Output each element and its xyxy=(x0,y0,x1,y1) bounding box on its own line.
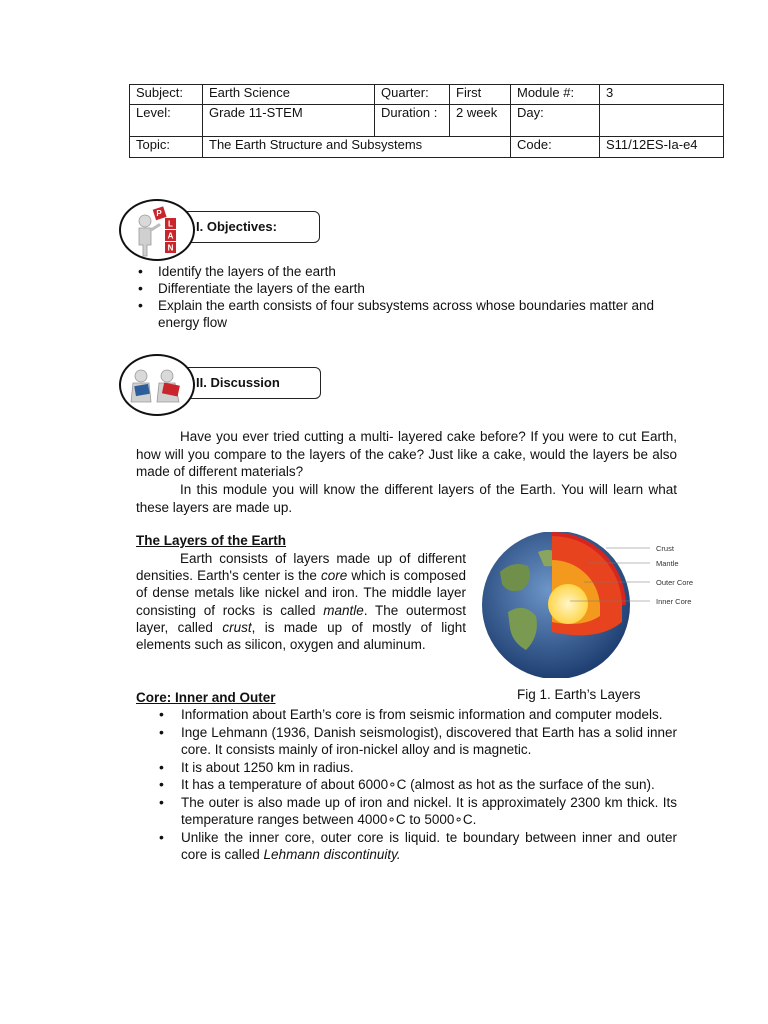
list-item: • It is about 1250 km in radius. xyxy=(159,759,677,777)
plan-letter-n: N xyxy=(167,243,174,253)
objectives-heading: I. Objectives: xyxy=(165,211,320,243)
list-item: • Identify the layers of the earth xyxy=(136,263,656,280)
code-value: S11/12ES-Ia-e4 xyxy=(600,137,724,158)
code-label: Code: xyxy=(511,137,600,158)
module-value: 3 xyxy=(600,85,724,105)
list-item: • The outer is also made up of iron and nickel. It is approximately 2300 km thick. Its temperature ranges between 4000∘C to 5000∘C. xyxy=(159,794,677,829)
subject-label: Subject: xyxy=(130,85,203,105)
duration-value: 2 week xyxy=(450,105,511,137)
day-value xyxy=(600,105,724,137)
topic-label: Topic: xyxy=(130,137,203,158)
outer-core-label: Outer Core xyxy=(656,578,694,587)
discussion-heading: II. Discussion xyxy=(165,367,321,399)
mantle-label: Mantle xyxy=(656,559,679,568)
level-value: Grade 11-STEM xyxy=(203,105,375,137)
list-item: • Explain the earth consists of four subsystems across whose boundaries matter and energy flow xyxy=(136,297,656,331)
earth-layers-figure xyxy=(478,532,722,678)
crust-label: Crust xyxy=(656,544,674,553)
core-heading: Core: Inner and Outer xyxy=(136,690,276,705)
level-label: Level: xyxy=(130,105,203,137)
list-item: • Inge Lehmann (1936, Danish seismologist), discovered that Earth has a solid inner core. It consists mainly of iron-nickel alloy and is magnetic. xyxy=(159,724,677,759)
plan-letter-a: A xyxy=(167,231,174,241)
plan-letter-p: P xyxy=(156,209,162,218)
list-item: • It has a temperature of about 6000∘C (almost as hot as the surface of the sun). xyxy=(159,776,677,794)
discussion-paragraph-2: In this module you will know the different layers of the Earth. You will learn what these layers are made up. xyxy=(136,482,677,515)
figure-caption: Fig 1. Earth’s Layers xyxy=(517,687,641,702)
quarter-value: First xyxy=(450,85,511,105)
discussion-paragraph-1: Have you ever tried cutting a multi- layered cake before? If you were to cut Earth, how will you compare to the layers of the cake? Just like a cake, would the layers be also made of different materials? xyxy=(136,429,677,479)
quarter-label: Quarter: xyxy=(375,85,450,105)
list-item: • Information about Earth’s core is from seismic information and computer models. xyxy=(159,706,677,724)
layers-paragraph: Earth consists of layers made up of different densities. Earth's center is the core which is composed of dense metals like nickel and iron. The middle layer consisting of rocks is called mantle. The outermost layer, called crust, is made up of mostly of light elements such as silicon, oxygen and aluminum. xyxy=(136,551,467,653)
list-item: • Unlike the inner core, outer core is liquid. te boundary between inner and outer core is called Lehmann discontinuity. xyxy=(159,829,677,864)
duration-label: Duration : xyxy=(375,105,450,137)
inner-core-label: Inner Core xyxy=(656,597,692,606)
module-label: Module #: xyxy=(511,85,600,105)
day-label: Day: xyxy=(511,105,600,137)
reading-figures-icon xyxy=(119,354,195,416)
list-item: • Differentiate the layers of the earth xyxy=(136,280,656,297)
objectives-list xyxy=(136,263,656,331)
topic-value: The Earth Structure and Subsystems xyxy=(203,137,511,158)
plan-letter-l: L xyxy=(168,219,173,229)
module-info-table xyxy=(129,84,724,158)
core-list xyxy=(159,706,677,864)
plan-figure-icon xyxy=(119,199,195,261)
subject-value: Earth Science xyxy=(203,85,375,105)
layers-heading: The Layers of the Earth xyxy=(136,533,287,548)
